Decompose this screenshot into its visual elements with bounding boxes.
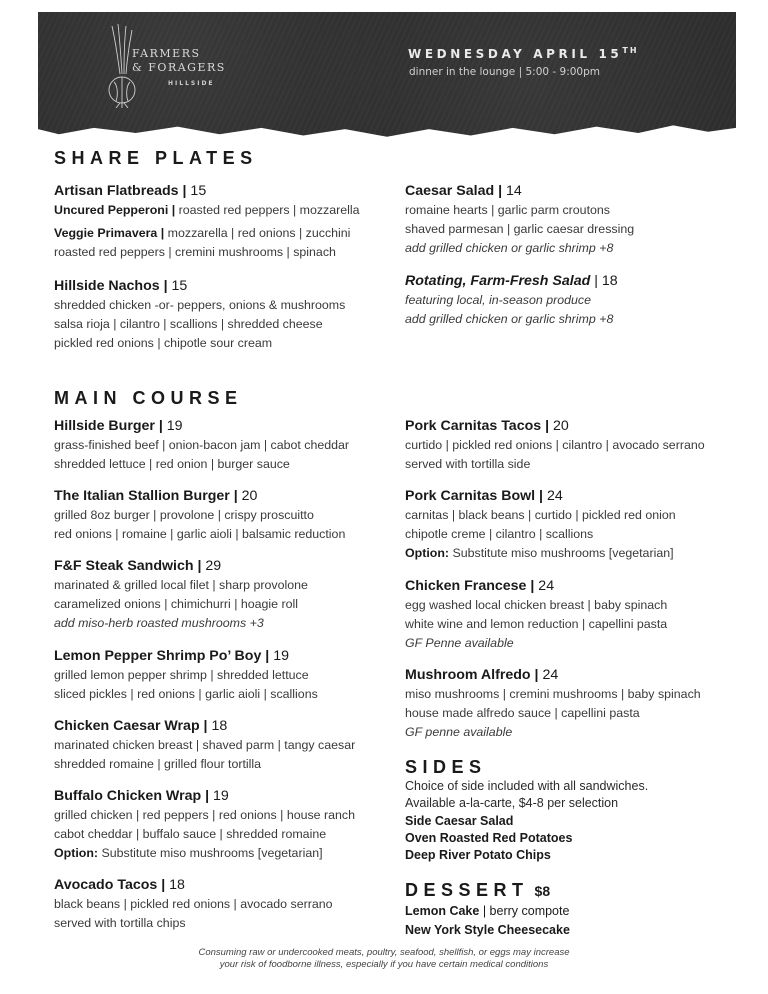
item-note: GF Penne available	[405, 636, 514, 650]
item-desc: curtido | pickled red onions | cilantro | avocado serrano	[405, 438, 705, 452]
dessert-list	[405, 902, 570, 940]
item-desc: red onions | romaine | garlic aioli | balsamic reduction	[54, 527, 346, 541]
disclaimer-line-1: Consuming raw or undercooked meats, poultry, seafood, shellfish, or eggs may increase	[198, 947, 570, 958]
menu-item-steak-sandwich	[54, 556, 308, 633]
brand-line-2: & FORAGERS	[132, 61, 226, 74]
item-desc: miso mushrooms | cremini mushrooms | baby spinach	[405, 687, 701, 701]
item-desc: house made alfredo sauce | capellini pasta	[405, 706, 640, 720]
side-item: Deep River Potato Chips	[405, 848, 551, 862]
item-name: Artisan Flatbreads | 15	[54, 183, 207, 199]
item-desc: served with tortilla side	[405, 457, 531, 471]
item-desc: shredded romaine | grilled flour tortilla	[54, 757, 262, 771]
menu-item-italian-stallion-burger	[54, 486, 345, 544]
item-note: featuring local, in-season produce	[405, 293, 591, 307]
item-name: Mushroom Alfredo | 24	[405, 667, 559, 683]
date-main: WEDNESDAY APRIL 15	[408, 47, 623, 61]
item-note: add grilled chicken or garlic shrimp +8	[405, 241, 614, 255]
menu-item-hillside-burger	[54, 416, 349, 474]
item-desc: grass-finished beef | onion-bacon jam | cabot cheddar	[54, 438, 350, 452]
item-desc: grilled chicken | red peppers | red onions | house ranch	[54, 808, 356, 822]
sides-heading: SIDES	[405, 757, 487, 777]
item-desc: grilled 8oz burger | provolone | crispy proscuitto	[54, 508, 314, 522]
item-desc: chipotle creme | cilantro | scallions	[405, 527, 594, 541]
menu-item-hillside-nachos	[54, 276, 345, 353]
item-desc: carnitas | black beans | curtido | pickled red onion	[405, 508, 676, 522]
item-option: Option: Substitute miso mushrooms [vegetarian]	[54, 846, 323, 860]
item-name: Hillside Nachos | 15	[54, 278, 188, 294]
item-name: Rotating, Farm-Fresh Salad | 18	[405, 273, 618, 289]
item-name: Pork Carnitas Tacos | 20	[405, 418, 569, 434]
item-note: add grilled chicken or garlic shrimp +8	[405, 312, 614, 326]
side-item: Side Caesar Salad	[405, 814, 514, 828]
item-desc: caramelized onions | chimichurri | hoagie roll	[54, 597, 299, 611]
menu-item-pork-carnitas-bowl	[405, 486, 676, 563]
menu-item-avocado-tacos	[54, 875, 333, 933]
brand-name	[132, 47, 226, 75]
brand-line-1: FARMERS	[132, 47, 201, 60]
item-option: Option: Substitute miso mushrooms [vegetarian]	[405, 546, 674, 560]
brand-sub: HILLSIDE	[168, 80, 215, 87]
item-desc: shredded chicken -or- peppers, onions & mushrooms	[54, 298, 346, 312]
item-desc: egg washed local chicken breast | baby spinach	[405, 598, 668, 612]
disclaimer-line-2: your risk of foodborne illness, especially if you have certain medical conditions	[219, 959, 549, 970]
date-title	[408, 46, 639, 61]
item-option-veggie: Veggie Primavera | mozzarella | red onions | zucchini	[54, 226, 351, 240]
dessert-heading	[405, 880, 550, 901]
sides-list	[405, 813, 572, 864]
item-desc: sliced pickles | red onions | garlic aioli | scallions	[54, 687, 318, 701]
item-desc: shredded lettuce | red onion | burger sauce	[54, 457, 290, 471]
item-name: F&F Steak Sandwich | 29	[54, 558, 222, 574]
menu-item-pork-carnitas-tacos	[405, 416, 705, 474]
item-desc: romaine hearts | garlic parm croutons	[405, 203, 610, 217]
main-course-heading: MAIN COURSE	[54, 388, 243, 408]
item-desc: shaved parmesan | garlic caesar dressing	[405, 222, 635, 236]
item-name: The Italian Stallion Burger | 20	[54, 488, 258, 504]
item-name: Pork Carnitas Bowl | 24	[405, 488, 563, 504]
dessert-price: $8	[534, 883, 551, 899]
item-desc: roasted red peppers | cremini mushrooms | spinach	[54, 245, 336, 259]
menu-item-artisan-flatbreads	[54, 181, 360, 262]
item-name: Chicken Caesar Wrap | 18	[54, 718, 228, 734]
menu-item-chicken-francese	[405, 576, 667, 653]
item-desc: marinated & grilled local filet | sharp provolone	[54, 578, 308, 592]
menu-item-mushroom-alfredo	[405, 665, 701, 742]
menu-item-shrimp-po-boy	[54, 646, 318, 704]
item-desc: served with tortilla chips	[54, 916, 186, 930]
menu-item-chicken-caesar-wrap	[54, 716, 355, 774]
dessert-item: New York Style Cheesecake	[405, 923, 570, 937]
item-desc: pickled red onions | chipotle sour cream	[54, 336, 273, 350]
service-subtitle: dinner in the lounge | 5:00 - 9:00pm	[409, 66, 600, 78]
item-desc: black beans | pickled red onions | avocado serrano	[54, 897, 333, 911]
sides-line-2: Available a-la-carte, $4-8 per selection	[405, 796, 619, 810]
item-desc: salsa rioja | cilantro | scallions | shredded cheese	[54, 317, 323, 331]
menu-item-caesar-salad	[405, 181, 634, 258]
item-name: Buffalo Chicken Wrap | 19	[54, 788, 229, 804]
menu-item-rotating-salad	[405, 271, 618, 329]
side-item: Oven Roasted Red Potatoes	[405, 831, 573, 845]
item-name: Avocado Tacos | 18	[54, 877, 185, 893]
item-note: GF penne available	[405, 725, 513, 739]
item-desc: grilled lemon pepper shrimp | shredded lettuce	[54, 668, 309, 682]
sides-description	[405, 778, 648, 812]
item-name: Lemon Pepper Shrimp Po’ Boy | 19	[54, 648, 289, 664]
item-desc: white wine and lemon reduction | capellini pasta	[405, 617, 668, 631]
menu-item-buffalo-chicken-wrap	[54, 786, 355, 863]
dessert-item: Lemon Cake | berry compote	[405, 904, 570, 918]
share-plates-heading: SHARE PLATES	[54, 148, 258, 168]
item-note: add miso-herb roasted mushrooms +3	[54, 616, 264, 630]
item-name: Caesar Salad | 14	[405, 183, 522, 199]
item-desc: cabot cheddar | buffalo sauce | shredded romaine	[54, 827, 327, 841]
sides-line-1: Choice of side included with all sandwiches.	[405, 779, 649, 793]
item-option-pepperoni: Uncured Pepperoni | roasted red peppers | mozzarella	[54, 203, 360, 217]
item-name: Chicken Francese | 24	[405, 578, 555, 594]
date-suffix: TH	[622, 46, 639, 55]
dessert-title: DESSERT	[405, 880, 529, 900]
health-disclaimer	[0, 947, 768, 971]
item-desc: marinated chicken breast | shaved parm | tangy caesar	[54, 738, 356, 752]
item-name: Hillside Burger | 19	[54, 418, 183, 434]
